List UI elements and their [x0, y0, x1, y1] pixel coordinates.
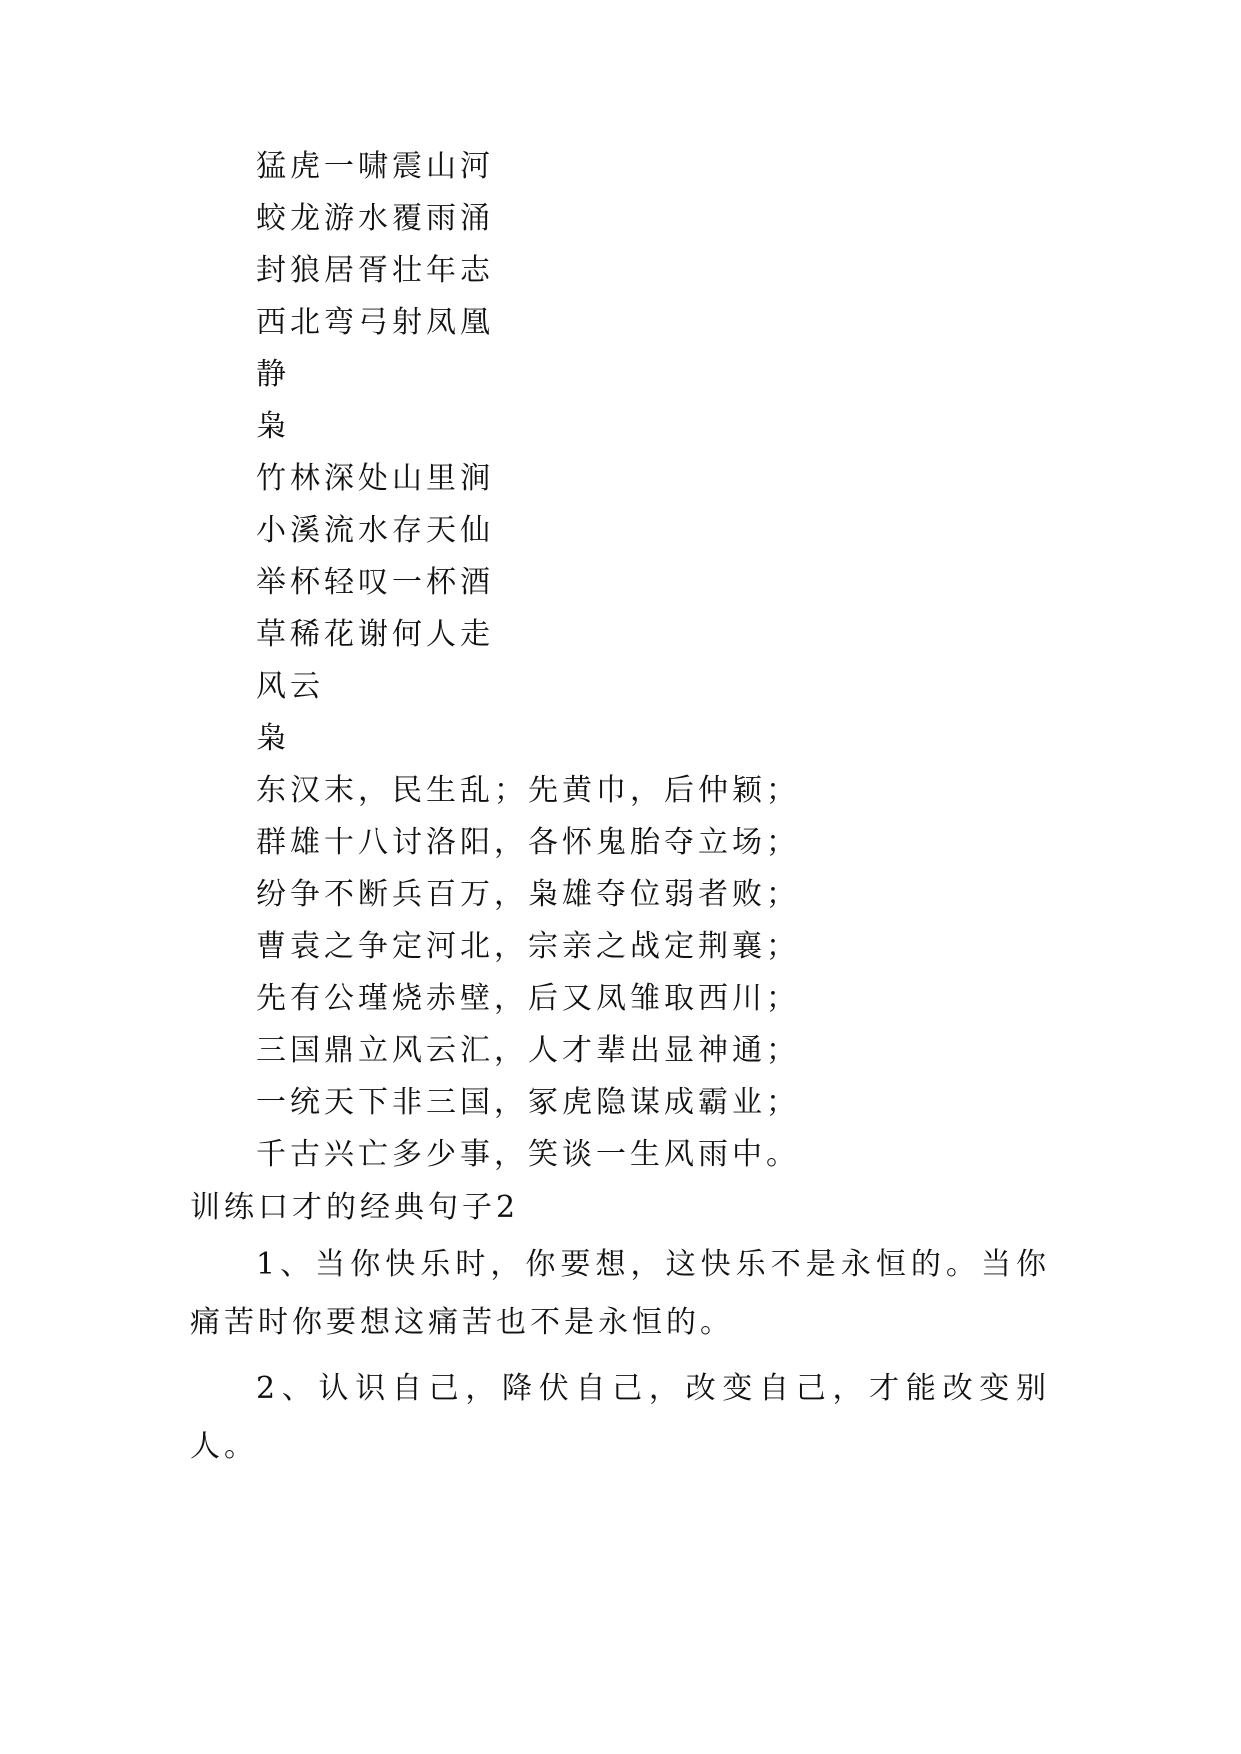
poem-line: 竹林深处山里涧	[256, 461, 494, 496]
poem-line: 千古兴亡多少事，笑谈一生风雨中。	[256, 1137, 800, 1172]
poem-line: 封狼居胥壮年志	[256, 253, 494, 288]
poem-line: 小溪流水存天仙	[256, 513, 494, 548]
poem-line: 曹袁之争定河北，宗亲之战定荆襄；	[256, 929, 800, 964]
poem-line: 群雄十八讨洛阳，各怀鬼胎夺立场；	[256, 825, 800, 860]
poem-line: 纷争不断兵百万，枭雄夺位弱者败；	[256, 877, 800, 912]
poem-line: 三国鼎立风云汇，人才辈出显神通；	[256, 1033, 800, 1068]
section-heading: 训练口才的经典句子2	[190, 1190, 520, 1225]
poem-title: 静	[256, 357, 290, 392]
poem-author: 枭	[256, 721, 290, 756]
poem-line: 蛟龙游水覆雨涌	[256, 201, 494, 236]
poem-line: 猛虎一啸震山河	[256, 149, 494, 184]
poem-line: 东汉末，民生乱；先黄巾，后仲颖；	[256, 773, 800, 808]
poem-line: 西北弯弓射凤凰	[256, 305, 494, 340]
poem-line: 草稀花谢何人走	[256, 617, 494, 652]
poem-line: 一统天下非三国，冢虎隐谋成霸业；	[256, 1085, 800, 1120]
poem-author: 枭	[256, 409, 290, 444]
paragraph: 1、当你快乐时，你要想，这快乐不是永恒的。当你痛苦时你要想这痛苦也不是永恒的。	[190, 1247, 1050, 1340]
poem-line: 举杯轻叹一杯酒	[256, 565, 494, 600]
paragraph: 2、认识自己，降伏自己，改变自己，才能改变别人。	[190, 1371, 1050, 1464]
poem-line: 先有公瑾烧赤壁，后又凤雏取西川；	[256, 981, 800, 1016]
poem-title: 风云	[256, 669, 324, 704]
